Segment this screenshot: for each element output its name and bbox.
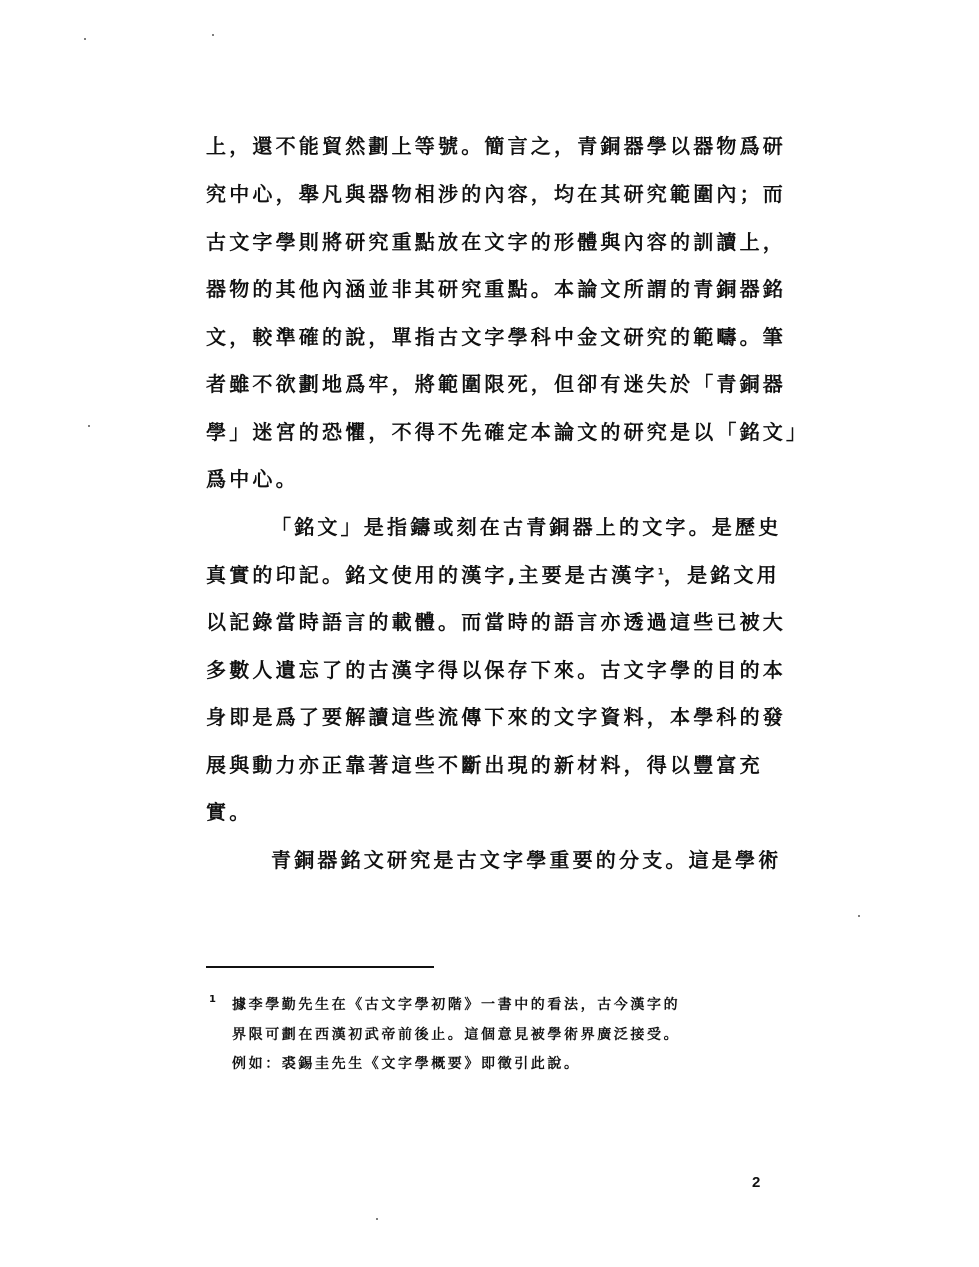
body-line: 以記錄當時語言的載體。而當時的語言亦透過這些已被大 xyxy=(206,610,786,634)
scan-speck xyxy=(212,34,214,36)
scan-speck xyxy=(84,38,86,40)
body-line: 古文字學則將研究重點放在文字的形體與內容的訓讀上， xyxy=(206,230,786,254)
body-line: 身即是爲了要解讀這些流傳下來的文字資料，本學科的發 xyxy=(206,705,786,729)
body-line: 展與動力亦正靠著這些不斷出現的新材料，得以豐富充 xyxy=(206,753,763,777)
body-line: 器物的其他內涵並非其研究重點。本論文所謂的青銅器銘 xyxy=(206,277,786,301)
body-line-text: 真實的印記。銘文使用的漢字,主要是古漢字 xyxy=(206,563,658,587)
body-line xyxy=(206,560,780,590)
body-line: 上，還不能貿然劃上等號。簡言之，青銅器學以器物爲研 xyxy=(206,134,786,158)
footnote-reference: 1 xyxy=(657,567,664,578)
footnote-line: 例如：裘錫圭先生《文字學概要》即徵引此說。 xyxy=(232,1056,581,1072)
body-line: 青銅器銘文研究是古文字學重要的分支。這是學術 xyxy=(271,848,782,872)
body-line: 「銘文」是指鑄或刻在古青銅器上的文字。是歷史 xyxy=(271,515,782,539)
page-number: 2 xyxy=(752,1174,761,1191)
footnote-number: 1 xyxy=(209,994,216,1005)
scan-speck xyxy=(858,915,860,917)
footnote-separator xyxy=(206,966,434,968)
body-line: 多數人遺忘了的古漢字得以保存下來。古文字學的目的本 xyxy=(206,658,786,682)
body-line: 爲中心。 xyxy=(206,467,299,491)
footnote-line: 界限可劃在西漢初武帝前後止。這個意見被學術界廣泛接受。 xyxy=(232,1027,681,1043)
body-line: 學」迷宮的恐懼，不得不先確定本論文的研究是以「銘文」 xyxy=(206,420,810,444)
body-line: 究中心，舉凡與器物相涉的內容，均在其研究範圍內；而 xyxy=(206,182,786,206)
body-line-text: ，是銘文用 xyxy=(663,563,780,587)
scan-speck xyxy=(88,425,90,427)
body-line: 者雖不欲劃地爲牢，將範圍限死，但卻有迷失於「青銅器 xyxy=(206,372,786,396)
scan-speck xyxy=(376,1218,378,1220)
body-line: 文，較準確的說，單指古文字學科中金文研究的範疇。筆 xyxy=(206,325,786,349)
body-line: 實。 xyxy=(206,800,253,824)
footnote-line: 據李學勤先生在《古文字學初階》一書中的看法，古今漢字的 xyxy=(232,997,681,1013)
